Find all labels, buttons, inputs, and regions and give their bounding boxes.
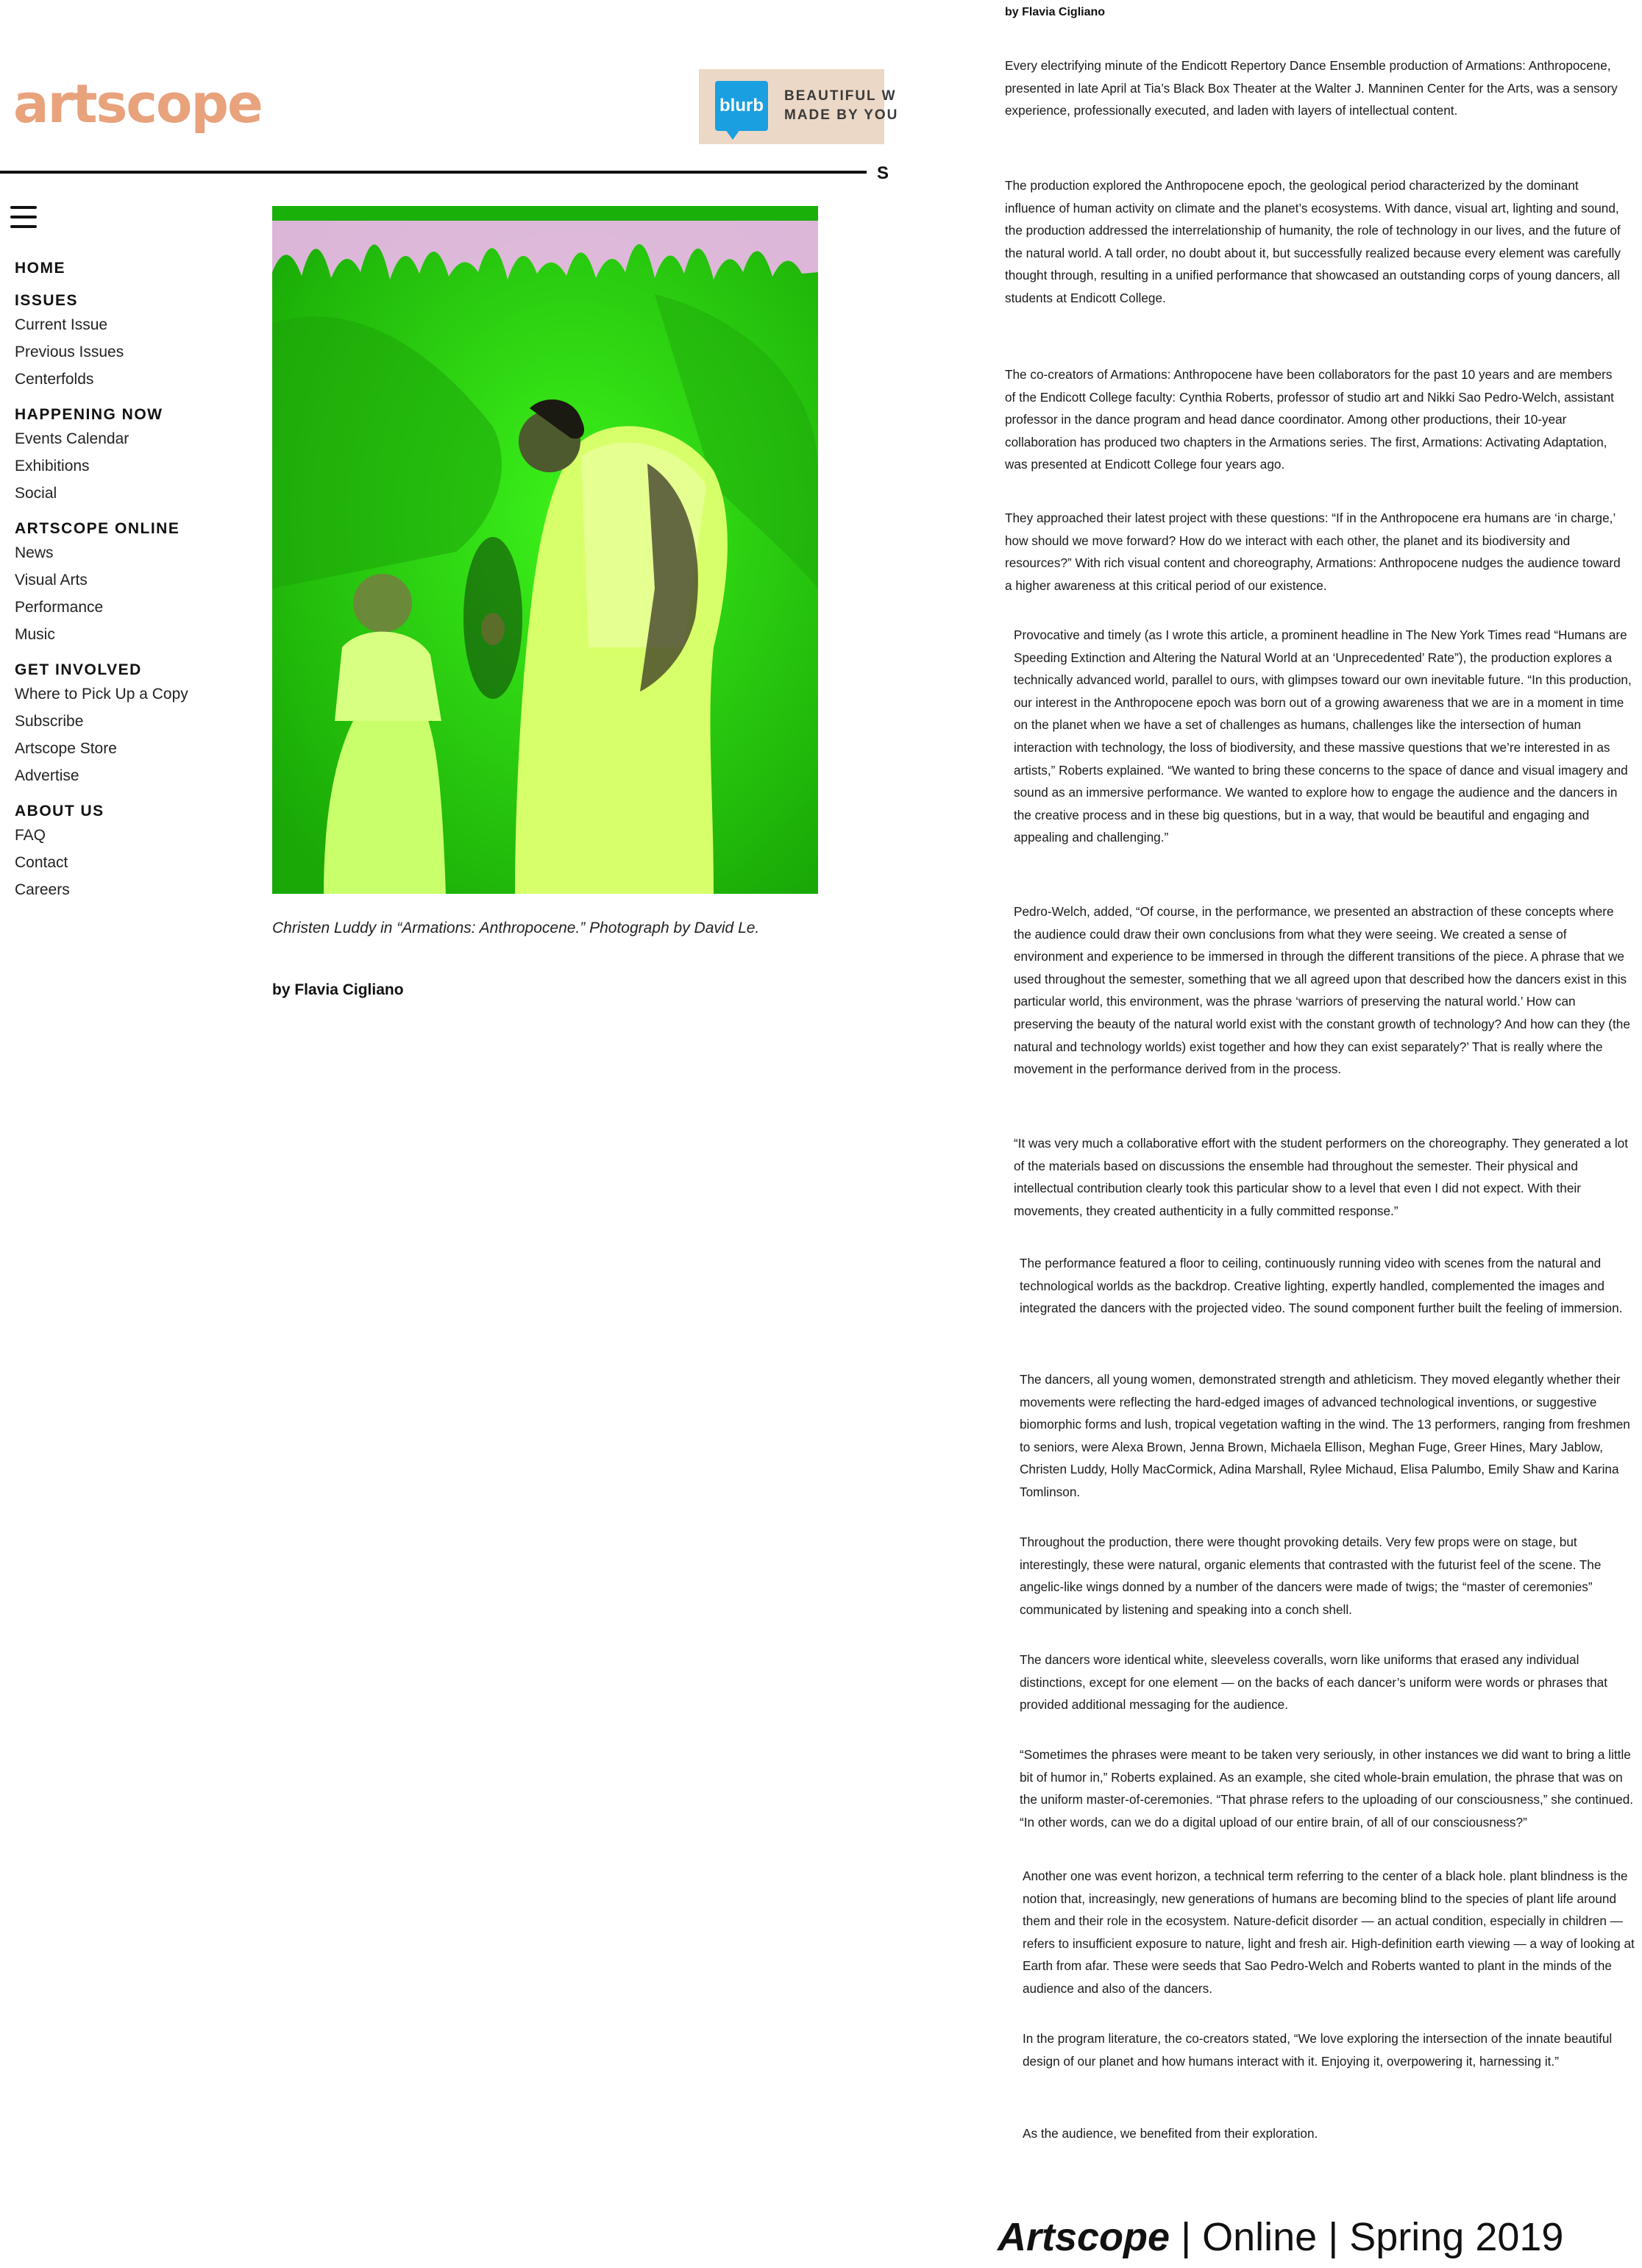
footer-brand: Artscope (998, 2215, 1170, 2259)
article-paragraph-15: As the audience, we benefited from their exploration. (1023, 2126, 1318, 2141)
nav-item-careers[interactable]: Careers (15, 881, 70, 898)
nav-item-centerfolds[interactable]: Centerfolds (15, 371, 94, 388)
nav-item-exhibitions[interactable]: Exhibitions (15, 458, 90, 474)
article-paragraph-5: Provocative and timely (as I wrote this article, a prominent headline in The New York Times read “Humans are Speeding Extinction and Altering the Natural World at an ‘Unprecedented’ Rate”), the production explores a technically advanced world, parallel to ours, with glimpses toward our own inevitable future. “In this production, our interest in the Anthropocene epoch was born out of a growing awareness that we are in a moment in time on the planet when we have a set of challenges as humans, challenges like the intersection of human interaction with technology, the loss of biodiversity, and these massive questions that we’re interested in as artists,” Roberts explained. “We wanted to bring these concerns to the space of dance and visual imagery and sound as an immersive performance. We wanted to explore how to engage the audience and the dancers in the creative process and in these big questions, but in a way, that would be beautiful and engaging and appealing and challenging.” (1014, 628, 1632, 845)
ad-line-1: BEAUTIFUL W (784, 88, 897, 104)
article-paragraph-1: Every electrifying minute of the Endicott Repertory Dance Ensemble production of Armations: Anthropocene, presented in late April at Tia’s Black Box Theater at the Walter J. Manninen Center for the Arts, was a sensory experience, professionally executed, and laden with layers of intellectual content. (1005, 58, 1618, 118)
nav-item-performance[interactable]: Performance (15, 599, 104, 616)
article-paragraph-3: The co-creators of Armations: Anthropocene have been collaborators for the past 10 years and are members of the Endicott College faculty: Cynthia Roberts, professor of studio art and Nikki Sao Pedro-Welch, assistant professor in the dance program and head dance coordinator. Among other productions, their 10-year collaboration has produced two chapters in the Armations series. The first, Armations: Activating Adaptation, was presented at Endicott College four years ago. (1005, 367, 1614, 472)
blurb-ad-banner[interactable] (699, 69, 899, 144)
nav-item-advertise[interactable]: Advertise (15, 767, 79, 784)
footer-issue-label: | Online | Spring 2019 (1170, 2215, 1564, 2259)
article-paragraph-10: Throughout the production, there were thought provoking details. Very few props were on stage, but interestingly, these were natural, organic elements that contrasted with the futurist feel of the scene. The angelic-like wings donned by a number of the dancers were made of twigs; the “master of ceremonies” communicated by listening and speaking into a conch shell. (1020, 1535, 1602, 1617)
article-paragraph-6: Pedro-Welch, added, “Of course, in the performance, we presented an abstraction of these concepts where the audience could draw their own conclusions from what they were seeing. We created a sense of environment and experience to be immersed in through the different transitions of the piece. A phrase that we used throughout the semester, something that we all agreed upon that described how the dancers exist in this particular world, this environment, was the phrase ‘warriors of preserving the natural world.’ How can preserving the beauty of the natural world exist with the constant growth of technology? And how can they (the natural and technology worlds) exist together and how they can exist separately?’ That is really where the movement in the performance derived from in the process. (1014, 904, 1630, 1077)
nav-item-contact[interactable]: Contact (15, 854, 68, 871)
article-paragraph-4: They approached their latest project with these questions: “If in the Anthropocene era humans are ‘in charge,’ how should we move forward? How do we interact with each other, the planet and its biodiversity and resources?” With rich visual content and choreography, Armations: Anthropocene nudges the audience toward a higher awareness at this critical period of our existence. (1005, 511, 1621, 593)
blurb-badge: blurb (715, 81, 768, 131)
article-paragraph-14: In the program literature, the co-creators stated, “We love exploring the intersection of the innate beautiful design of our planet and how humans interact with it. Enjoying it, overpowering it, harnessing it.” (1023, 2031, 1613, 2069)
sidebar-nav (15, 257, 250, 903)
article-paragraph-9: The dancers, all young women, demonstrated strength and athleticism. They moved elegantly whether their movements were reflecting the hard-edged images of advanced technological inventions, or suggestive biomorphic forms and lush, tropical vegetation wafting in the wind. The 13 performers, ranging from freshmen to seniors, were Alexa Brown, Jenna Brown, Michaela Ellison, Meghan Fuge, Greer Hines, Mary Jablow, Christen Luddy, Holly MacCormick, Adina Marshall, Rylee Michaud, Elisa Palumbo, Emily Shaw and Karina Tomlinson. (1020, 1372, 1630, 1499)
article-paragraph-7: “It was very much a collaborative effort with the student performers on the choreography. They generated a lot of the materials based on discussions the ensemble had throughout the semester. Their physical and intellectual contribution clearly took this particular show to a level that even I did not expect. With their movements, they created authenticity in a fully committed response.” (1014, 1136, 1628, 1218)
nav-item-social[interactable]: Social (15, 485, 57, 502)
logo-text: artscope (13, 73, 262, 135)
nav-item-events-calendar[interactable]: Events Calendar (15, 430, 129, 447)
header-divider (0, 171, 867, 174)
nav-item-subscribe[interactable]: Subscribe (15, 713, 84, 730)
photo-caption: Christen Luddy in “Armations: Anthropocene.” Photograph by David Le. (272, 920, 760, 936)
performance-photo (272, 206, 818, 894)
article-paragraph-11: The dancers wore identical white, sleeveless coveralls, worn like uniforms that erased any individual distinctions, except for one element — on the backs of each dancer’s uniform were words or phrases that provided additional messaging for the audience. (1020, 1652, 1608, 1713)
hamburger-menu-icon[interactable] (10, 206, 37, 228)
nav-home[interactable]: HOME (15, 260, 65, 277)
issue-footer (998, 2214, 1563, 2260)
nav-section-happening-now[interactable]: HAPPENING NOW (15, 406, 163, 423)
nav-item-faq[interactable]: FAQ (15, 827, 46, 844)
article-paragraph-8: The performance featured a floor to ceiling, continuously running video with scenes from the natural and technological worlds as the backdrop. Creative lighting, expertly handled, complemented the images and integrated the dancers with the projected video. The sound component further built the feeling of immersion. (1020, 1256, 1623, 1316)
nav-item-visual-arts[interactable]: Visual Arts (15, 572, 88, 589)
nav-section-artscope-online[interactable]: ARTSCOPE ONLINE (15, 520, 180, 537)
article-paragraph-13: Another one was event horizon, a technical term referring to the center of a black hole. plant blindness is the notion that, increasingly, new generations of humans are becoming blind to the species of plant life around them and their role in the ecosystem. Nature-deficit disorder — an actual condition, especially in children — refers to insufficient exposure to nature, light and fresh air. High-definition earth viewing — a way of looking at Earth from afar. These were seeds that Sao Pedro-Welch and Roberts wanted to plant in the minds of the audience and also of the dancers. (1023, 1869, 1635, 1996)
artscope-logo[interactable] (13, 71, 262, 137)
ad-line-2: MADE BY YOU (784, 107, 899, 123)
nav-item-music[interactable]: Music (15, 626, 55, 643)
article-paragraph-12: “Sometimes the phrases were meant to be taken very seriously, in other instances we did want to bring a little bit of humor in,” Roberts explained. As an example, she cited whole-brain emulation, the phrase that was on the uniform master-of-ceremonies. “That phrase refers to the uploading of our consciousness,” she continued. “In other words, can we do a digital upload of our entire brain, of all of our consciousness?” (1020, 1747, 1634, 1830)
nav-section-get-involved[interactable]: GET INVOLVED (15, 661, 142, 678)
header-cut-letter: S (877, 163, 889, 183)
nav-item-artscope-store[interactable]: Artscope Store (15, 740, 117, 757)
nav-item-previous-issues[interactable]: Previous Issues (15, 344, 124, 360)
nav-item-current-issue[interactable]: Current Issue (15, 316, 108, 333)
nav-item-news[interactable]: News (15, 544, 54, 561)
article-byline: by Flavia Cigliano (272, 981, 404, 998)
nav-section-about-us[interactable]: ABOUT US (15, 803, 104, 820)
article-paragraph-2: The production explored the Anthropocene epoch, the geological period characterized by the dominant influence of human activity on climate and the planet’s ecosystems. With dance, visual art, lighting and sound, the production addressed the interrelationship of humanity, the role of technology in our lives, and the future of the natural world. A tall order, no doubt about it, but successfully realized because every element was carefully thought through, resulting in a unified performance that showcased an outstanding corps of young dancers, all students at Endicott College. (1005, 178, 1621, 305)
nav-section-issues[interactable]: ISSUES (15, 292, 79, 309)
article-byline-top: by Flavia Cigliano (1005, 6, 1106, 18)
nav-item-pick-up-copy[interactable]: Where to Pick Up a Copy (15, 686, 188, 703)
